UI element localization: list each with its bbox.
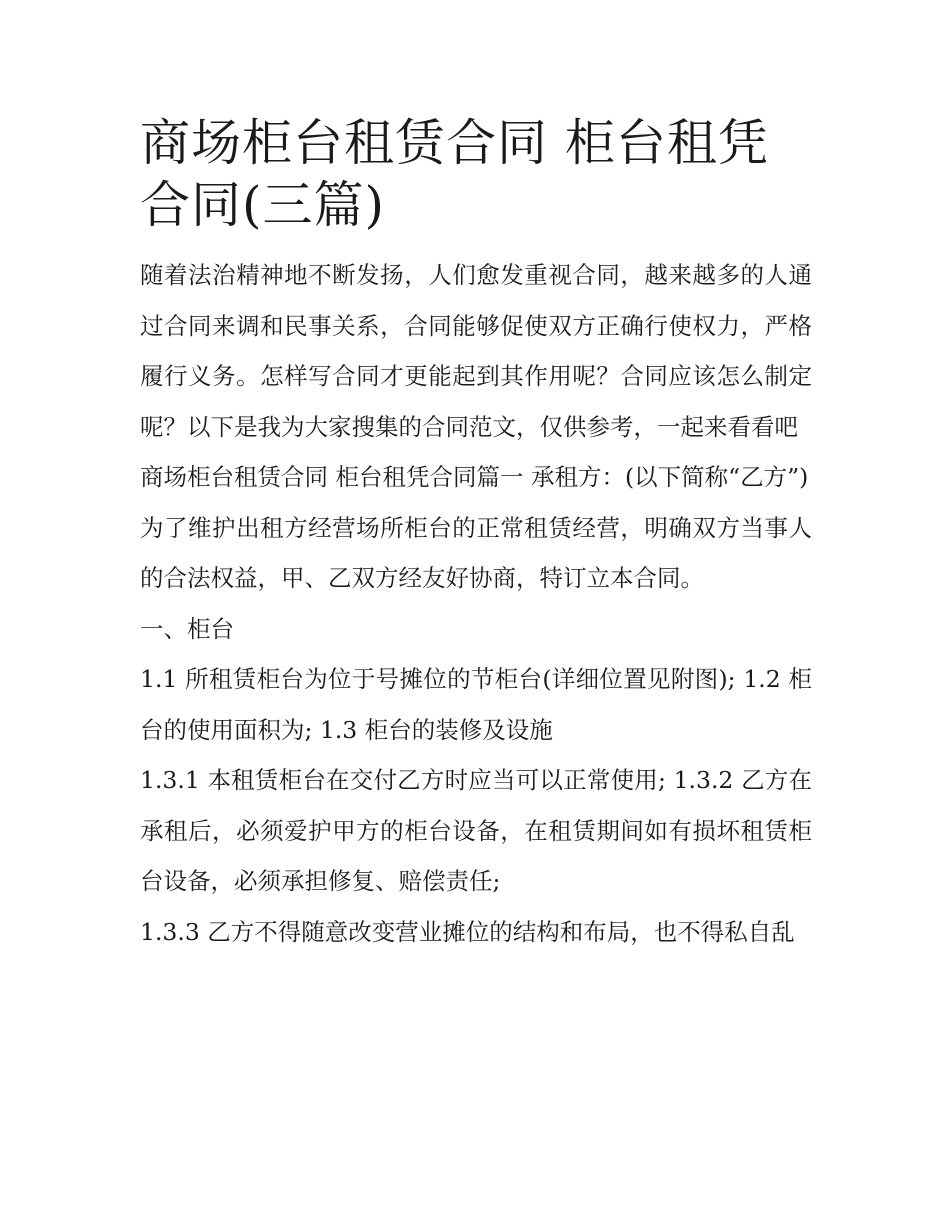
document-title: 商场柜台租赁合同 柜台租凭合同(三篇) [140,114,769,234]
document-body [140,112,812,957]
clause-1-3-1-paragraph: 1.3.1 本租赁柜台在交付乙方时应当可以正常使用; 1.3.2 乙方在承租后，必须爱护甲方的柜台设备，在租赁期间如有损坏租赁柜台设备，必须承担修复、赔偿责任; [140,766,812,895]
intro-paragraph: 随着法治精神地不断发扬，人们愈发重视合同，越来越多的人通过合同来调和民事关系，合同能够促使双方正确行使权力，严格履行义务。怎样写合同才更能起到其作用呢？合同应该怎么制定呢？以下是我为大家搜集的合同范文，仅供参考，一起来看看吧 [140,261,812,441]
section-heading-counter: 一、柜台 [140,614,234,643]
contract-heading-paragraph: 商场柜台租赁合同 柜台租凭合同篇一 承租方：(以下简称“乙方”) [140,463,809,491]
purpose-paragraph: 为了维护出租方经营场所柜台的正常租赁经营，明确双方当事人的合法权益，甲、乙双方经友好协商，特订立本合同。 [140,513,812,592]
clause-1-3-3-paragraph: 1.3.3 乙方不得随意改变营业摊位的结构和布局，也不得私自乱 [140,917,795,946]
clause-1-1-paragraph: 1.1 所租赁柜台为位于号摊位的节柜台(详细位置见附图); 1.2 柜台的使用面积为; 1.3 柜台的装修及设施 [140,665,812,744]
